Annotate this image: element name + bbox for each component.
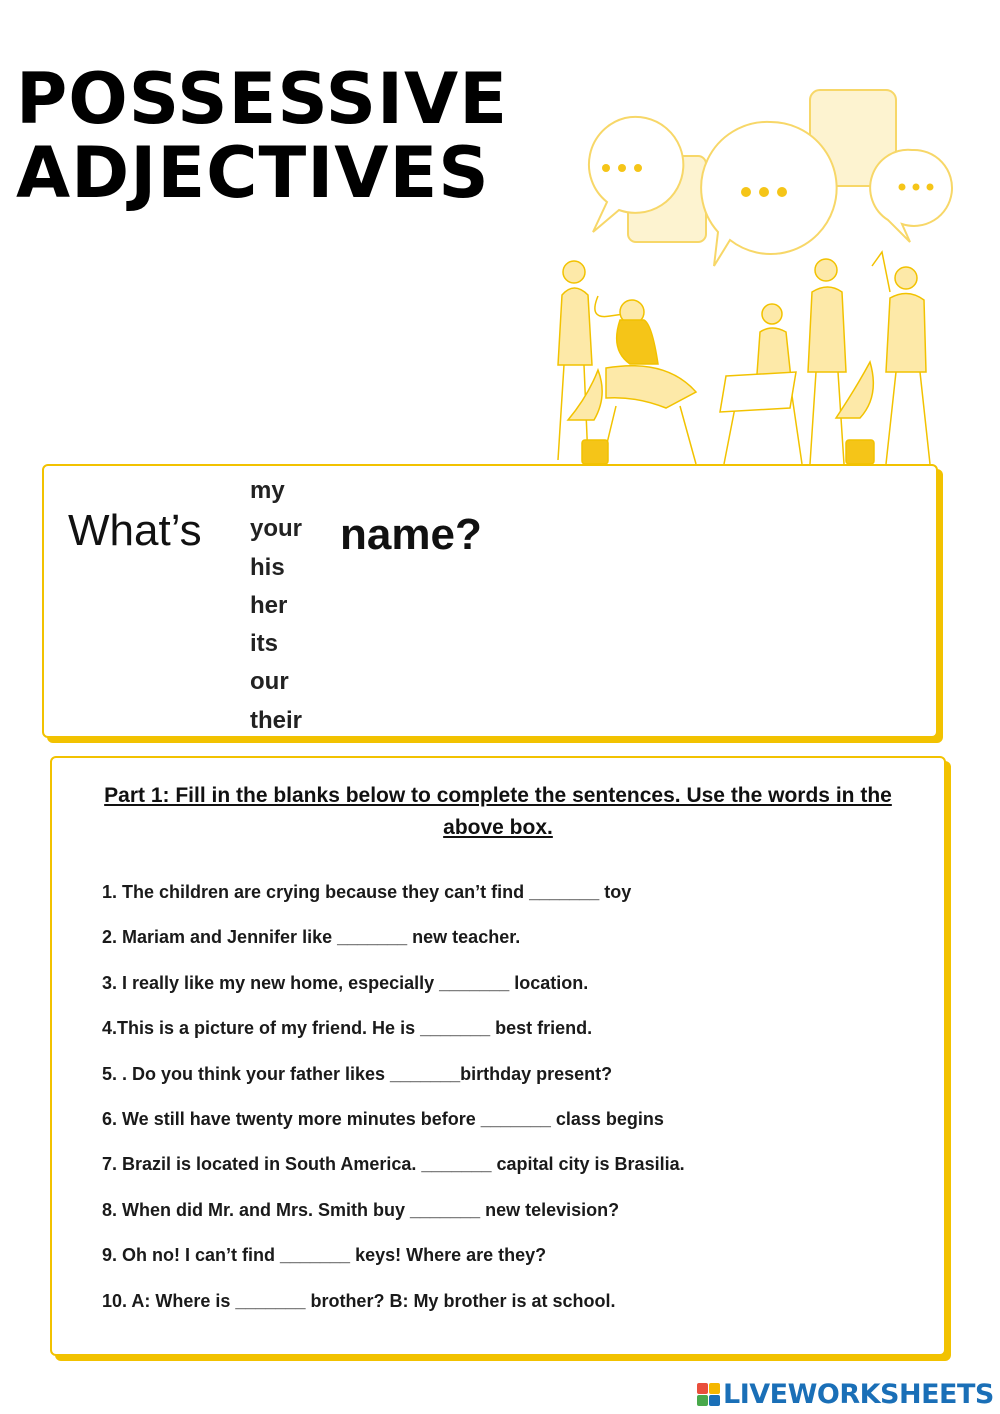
adjective-item: her xyxy=(250,591,288,619)
liveworksheets-logo[interactable] xyxy=(697,1377,994,1411)
question-item: 9. Oh no! I can’t find _______ keys! Where are they? xyxy=(102,1245,547,1266)
question-item: 10. A: Where is _______ brother? B: My brother is at school. xyxy=(102,1290,616,1311)
adjective-item: its xyxy=(250,630,279,658)
adjective-list xyxy=(250,472,302,740)
speech-bubble-icon xyxy=(870,150,952,242)
question-item: 3. I really like my new home, especially _______ location. xyxy=(102,972,589,993)
logo-text: LIVEWORKSHEETS xyxy=(723,1378,994,1410)
question-item: 4.This is a picture of my friend. He is _______ best friend. xyxy=(102,1018,593,1039)
whats-label: What’s xyxy=(68,506,202,555)
part1-instruction: Part 1: Fill in the blanks below to complete the sentences. Use the words in the above box. xyxy=(104,784,892,839)
title-line-2: ADJECTIVES xyxy=(16,132,490,214)
question-item: 1. The children are crying because they can’t find _______ toy xyxy=(102,882,632,902)
question-item: 7. Brazil is located in South America. _______ capital city is Brasilia. xyxy=(102,1154,685,1175)
name-label: name? xyxy=(340,510,482,559)
question-list xyxy=(102,882,685,1336)
adjective-item: his xyxy=(250,553,285,581)
question-item: 8. When did Mr. and Mrs. Smith buy _______ new television? xyxy=(102,1199,620,1220)
speech-bubble-icon xyxy=(701,122,837,266)
people-conversation-illustration xyxy=(540,80,970,470)
liveworksheets-logo-icon xyxy=(697,1383,720,1406)
adjective-item: their xyxy=(250,706,303,734)
question-item: 5. . Do you think your father likes _______birthday present? xyxy=(102,1063,613,1084)
adjective-item: your xyxy=(250,515,303,543)
title-line-1: POSSESSIVE xyxy=(16,58,509,140)
adjective-item: our xyxy=(250,668,289,696)
question-item: 2. Mariam and Jennifer like _______ new teacher. xyxy=(102,927,521,948)
page-title xyxy=(16,58,509,214)
adjective-item: my xyxy=(250,477,285,504)
possessive-adjectives-box xyxy=(42,464,938,738)
part1-exercise-box xyxy=(50,756,946,1356)
question-item: 6. We still have twenty more minutes before _______ class begins xyxy=(102,1108,664,1129)
